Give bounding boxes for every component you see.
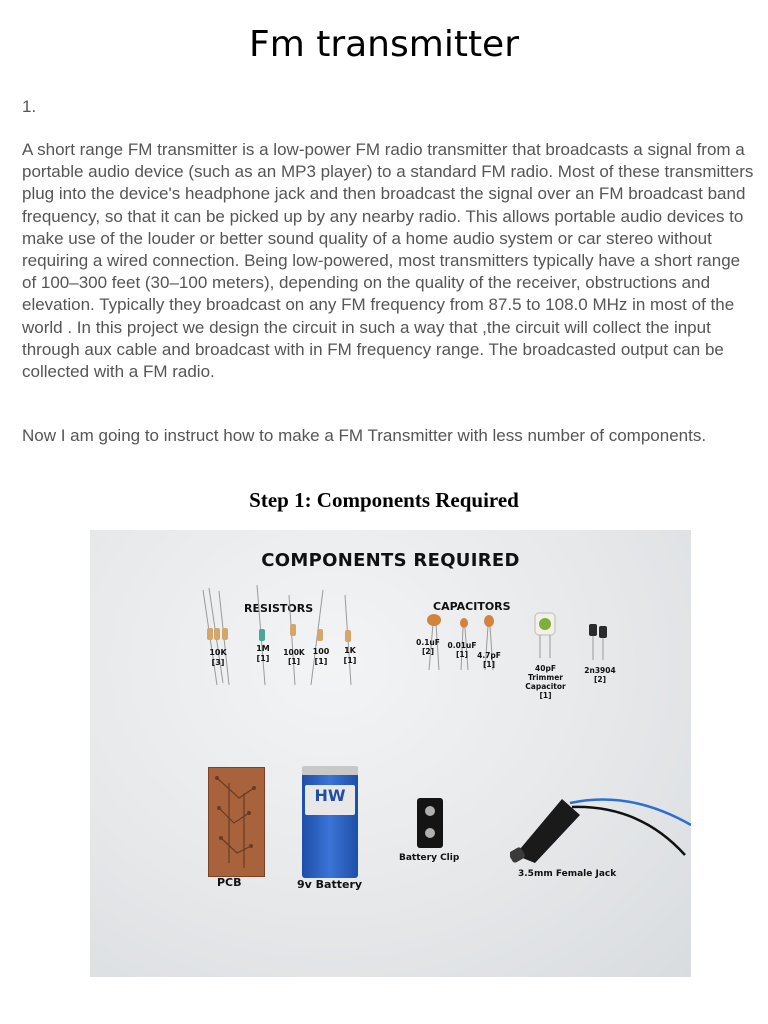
battery-image: HW [302, 773, 358, 878]
resistors-heading: RESISTORS [244, 602, 314, 615]
resistor-10k-label: 10K [3] [209, 648, 227, 667]
pcb-label: PCB [217, 876, 242, 889]
instruction-paragraph: Now I am going to instruct how to make a FM Transmitter with less number of components. [22, 426, 707, 445]
components-photo [90, 530, 691, 977]
resistor-100-label: 100 [1] [312, 647, 330, 666]
capacitors-heading: CAPACITORS [433, 600, 511, 613]
step-heading: Step 1: Components Required [249, 488, 519, 512]
step-number: 1. [22, 97, 37, 116]
resistor-100k-label: 100K [1] [283, 648, 305, 666]
resistor-1m-label: 1M [1] [256, 644, 270, 663]
resistor-1k-label: 1K [1] [343, 646, 357, 665]
audio-jack-label: 3.5mm Female Jack [518, 869, 617, 879]
intro-paragraph: A short range FM transmitter is a low-power FM radio transmitter that broadcasts a signal from a portable audio device (such as an MP3 player) to a standard FM radio. Most of these transmitters plug into the device's headphone jack and then broadcast the signal over an FM broadcast band frequency, so that it can be picked up by any nearby radio. This allows portable audio devices to make use of the louder or better sound quality of a home audio system or car stereo without requiring a wired connection. Being low-powered, most transmitters typically have a short range of 100–300 feet (30–100 meters), depending on the quality of the receiver, obstructions and elevation. Typically they broadcast on any FM frequency from 87.5 to 108.0 MHz in most of the world . In this project we design the circuit in such a way that ,the circuit will collect the input through aux cable and broadcast with in FM frequency range. The broadcasted output can be collected with a FM radio. [22, 140, 754, 382]
trimmer-capacitor-image [530, 610, 560, 660]
page-title: Fm transmitter [248, 24, 520, 65]
trimmer-capacitor-label: 40pF Trimmer Capacitor [1] [525, 664, 566, 700]
battery-clip-label: Battery Clip [399, 853, 460, 863]
transistor-label: 2n3904 [2] [584, 666, 616, 684]
audio-jack-image [510, 785, 691, 875]
photo-title: COMPONENTS REQUIRED [261, 550, 520, 571]
capacitor-0-01uf-label: 0.01uF [1] [447, 641, 477, 659]
capacitor-0-1uf-label: 0.1uF [2] [416, 638, 440, 656]
battery-clip-image [417, 798, 443, 848]
transistor-image [585, 622, 615, 662]
pcb-image [208, 767, 265, 877]
battery-label: 9v Battery [297, 878, 363, 891]
capacitor-4-7pf-label: 4.7pF [1] [477, 651, 501, 669]
